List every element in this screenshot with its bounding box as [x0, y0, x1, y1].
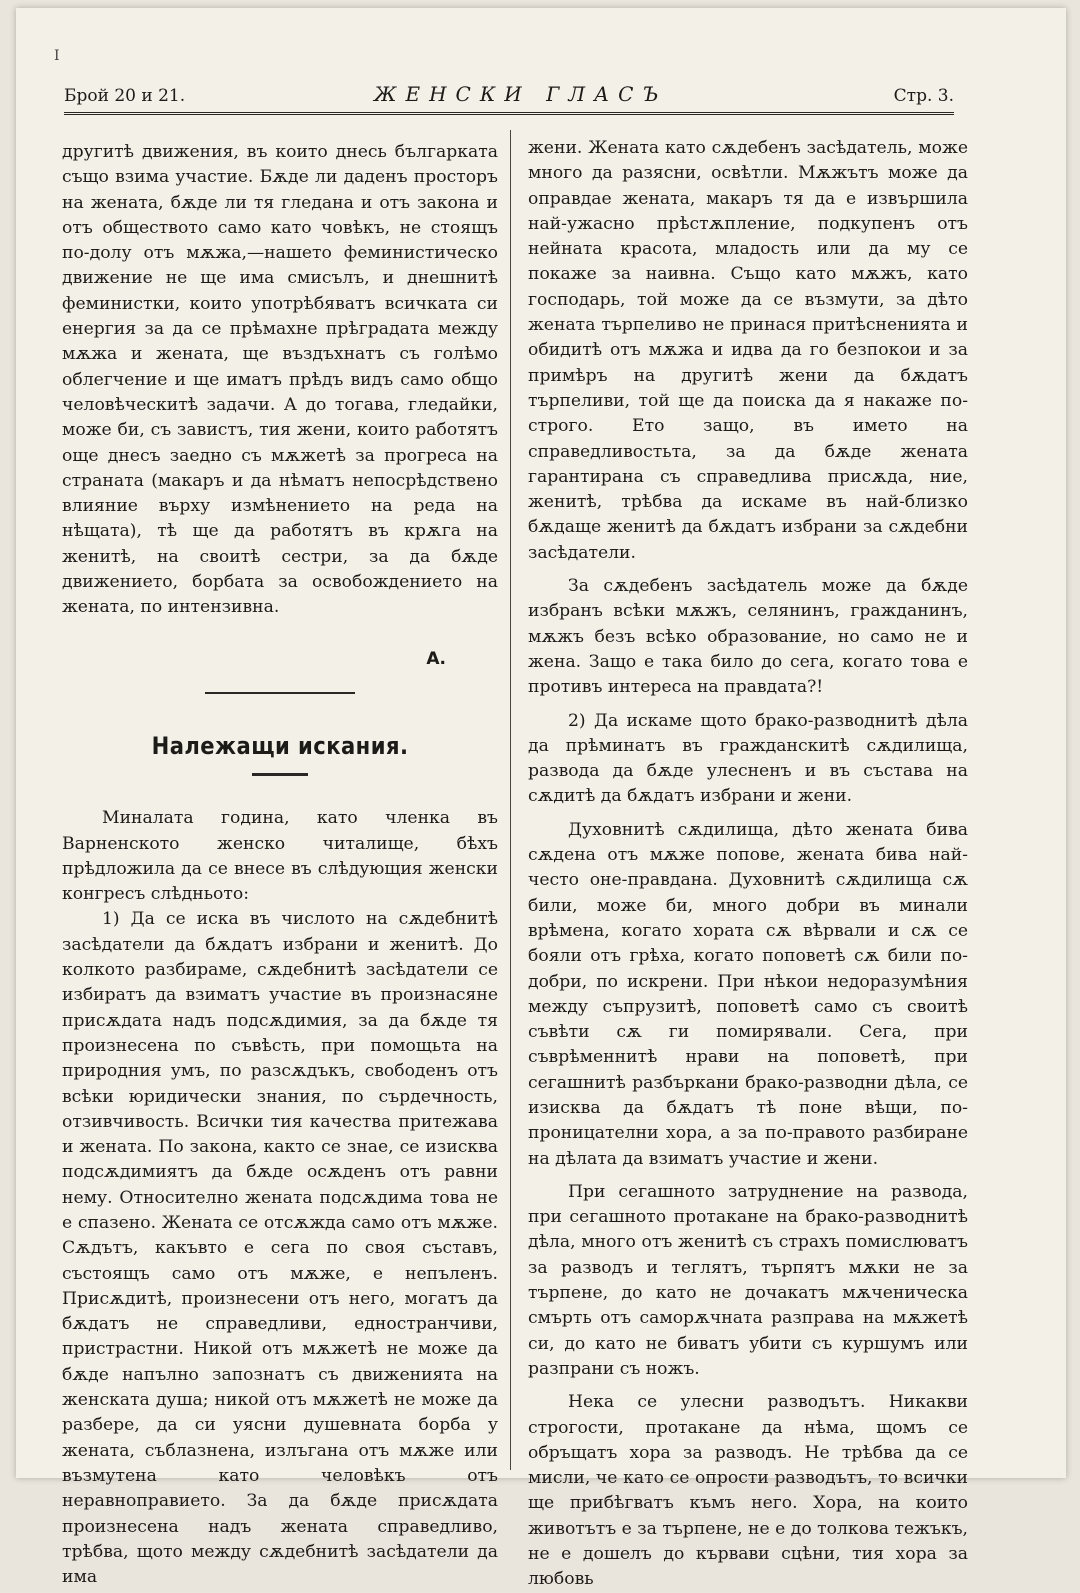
newspaper-page: [16, 8, 1066, 1590]
paragraph: Миналата година, като членка въ Варненското женско читалище, бѣхъ прѣдложила да се внесе въ слѣдующия женски конгресъ слѣдньото:: [62, 808, 498, 905]
page-header: [64, 82, 954, 110]
paragraph: За сѫдебенъ засѣдатель може да бѫде избранъ всѣки мѫжъ, селянинъ, гражданинъ, мѫжъ безъ всѣко образование, но само не и жена. Защо е така било до сега, когато това е противъ интереса на правдата?!: [528, 576, 968, 698]
header-rule: [64, 112, 954, 115]
section-separator: [205, 692, 355, 694]
page-number: Стр. 3.: [893, 86, 954, 106]
intro-paragraph: другитѣ движения, въ които днесь българката също взима участие. Бѫде ли даденъ просторъ на жената, бѫде ли тя гледана и отъ закона и отъ обществото само като човѣкъ, не стоящъ по-долу отъ мѫжа,—нашето феминистическо движение не ще има смисълъ, и днешнитѣ феминистки, които употрѣбяватъ всичката си енергия за да се прѣмахне прѣградата между мѫжа и жената, ще въздъхнатъ съ голѣмо облегчение и ще иматъ прѣдъ видъ само общо человѣческитѣ задачи. А до тогава, гледайки, може би, съ завистъ, тия жени, които работятъ още днесъ заедно съ мѫжетѣ за прогреса на страната (макаръ и да нѣматъ непосрѣдствено влияние върху измѣнението на реда на нѣщата), тѣ ще да работятъ въ крѫга на женитѣ, на своитѣ сестри, за да бѫде движението, борбата за освобождението на жената, по интензивна.: [62, 142, 498, 618]
paragraph: 1) Да се иска въ числото на сѫдебнитѣ засѣдатели да бѫдатъ избрани и женитѣ. До колкото разбираме, сѫдебнитѣ засѣдатели се избиратъ да взиматъ участие въ произнасяне присѫдата надъ подсѫдимия, за да бѫде тя произнесена по съвѣсть, при помощьта на природния умъ, по разсѫдъкъ, свободенъ отъ всѣки юридически знания, по сърдечность, отзивчивость. Всички тия качества притежава и жената. По закона, както се знае, се изисква подсѫдимиятъ да бѫде осѫденъ отъ равни нему. Относително жената подсѫдима това не е спазено. Жената се отсѫжда само отъ мѫже. Сѫдътъ, какъвто е сега по своя съставъ, състоящъ само отъ мѫже, е непъленъ. Присѫдитѣ, произнесени отъ него, могатъ да бѫдатъ не справедливи, едностранчиви, пристрастни. Никой отъ мѫжетѣ не може да бѫде напълно запознатъ съ движенията на женската душа; никой отъ мѫжетѣ не може да разбере, да си уясни душевната борба у жената, съблазнена, излъгана отъ мѫже или възмутена като человѣкъ отъ неравноправието. За да бѫде присѫдата произнесена надъ жената справедливо, трѣбва, щото между сѫдебнитѣ засѣдатели да има: [62, 909, 498, 1588]
paragraph: При сегашното затруднение на развода, при сегашното протакане на брако-разводнитѣ дѣла, много отъ женитѣ съ страхъ помислюватъ за разводъ и теглятъ, търпятъ мѫки не за търпене, до като не дочакатъ мѫченическа смърть отъ саморѫчната разправа на мѫжетѣ си, до като не биватъ убити съ куршумъ или разпрани съ ножъ.: [528, 1181, 968, 1379]
paragraph: Нека се улесни разводътъ. Никакви строгости, протакане да нѣма, щомъ се обръщатъ хора за разводъ. Не трѣбва да се мисли, че като се опрости разводътъ, то всички ще прибѣгватъ къмъ него. Хора, на които животътъ е за търпене, не е до толкова тежъкъ, не е дошелъ до кървави сцѣни, тия хора за любовь: [528, 1392, 968, 1590]
title-underline: [252, 773, 308, 776]
column-divider: [510, 130, 511, 1470]
paragraph: 2) Да искаме щото брако-разводнитѣ дѣла да прѣминатъ въ гражданскитѣ сѫдилища, развода да бѫде улесненъ и въ състава на сѫдитѣ да бѫдатъ избрани и жени.: [528, 710, 968, 807]
article-signature: А.: [426, 648, 446, 669]
paragraph: жени. Жената като сѫдебенъ засѣдатель, може много да разясни, освѣтли. Мѫжътъ може да оправдае жената, макаръ тя да е извършила най-ужасно прѣстѫпление, подкупенъ отъ нейната красота, младость или да му се покаже за наивна. Също като мѫжъ, като господарь, той може да се възмути, за дѣто жената търпеливо не принася притѣсненията и обидитѣ отъ мѫжа и идва да го безпокои и за примѣръ на другитѣ жени да бѫдатъ търпеливи, той ще да поиска да я накаже по-строго. Ето защо, въ името на справедливостьта, за да бѫде жената гарантирана съ справедлива присѫда, ние, женитѣ, трѣбва да искаме въ най-близко бѫдаще женитѣ да бѫдатъ избрани за сѫдебни засѣдатели.: [528, 138, 968, 563]
right-column: [528, 136, 968, 1593]
issue-number: Брой 20 и 21.: [64, 86, 186, 106]
margin-mark: I: [54, 48, 60, 64]
newspaper-title: ЖЕНСКИ ГЛАСЪ: [374, 82, 668, 106]
left-column: [62, 140, 498, 1590]
paragraph: Духовнитѣ сѫдилища, дѣто жената бива сѫдена отъ мѫже попове, жената бива най-често оне-правдана. Духовнитѣ сѫдилища сѫ били, може би, много добри въ минали врѣмена, когато хората сѫ вѣрвали и сѫ се бояли отъ грѣха, когато поповетѣ сѫ били по-добри, по искрени. При нѣкои недоразумѣния между съпрузитѣ, поповетѣ само съ своитѣ съвѣти сѫ ги помирявали. Сега, при съврѣменнитѣ нрави на поповетѣ, при сегашнитѣ разбъркани брако-разводни дѣла, се изисква да бѫдатъ тѣ поне вѣщи, по-проницателни хора, а за по-правото разбиране на дѣлата да взиматъ участие и жени.: [528, 819, 968, 1169]
section-title: Належащи искания.: [151, 731, 409, 760]
